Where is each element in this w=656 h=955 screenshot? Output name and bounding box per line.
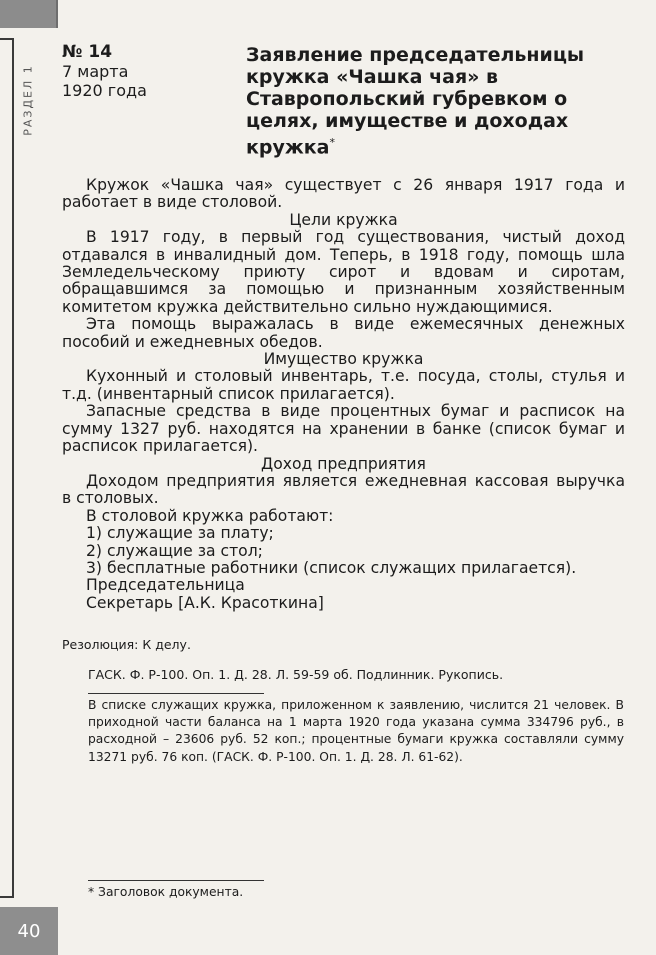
document-date-year: 1920 года	[62, 81, 147, 100]
body-paragraph: Эта помощь выражалась в виде ежемесячных денежных пособий и ежедневных обедов.	[62, 315, 625, 351]
body-paragraph: Кружок «Чашка чая» существует с 26 января 1917 года и работает в виде столовой.	[62, 176, 625, 212]
body-paragraph: В 1917 году, в первый год существования, чистый доход отдавался в инвалидный дом. Теперь, в 1918 году, помощь шла Земледельческому приюту сирот и вдовам и сиротам, обращавшимся за помощью и признанным хозяйственным комитетом кружка действительно сильно нуждающимися.	[62, 228, 625, 316]
body-paragraph: Кухонный и столовый инвентарь, т.е. посуда, столы, стулья и т.д. (инвентарный список прилагается).	[62, 367, 625, 403]
list-item: 2) служащие за стол;	[86, 541, 263, 560]
body-paragraph: Запасные средства в виде процентных бумаг и расписок на сумму 1327 руб. находятся на хранении в банке (список бумаг и расписок прилагается).	[62, 402, 625, 456]
footnote-divider	[88, 693, 264, 694]
signature-chair: Председательница	[86, 576, 245, 595]
resolution: Резолюция: К делу.	[62, 637, 191, 652]
body-paragraph: В столовой кружка работают:	[86, 506, 334, 525]
document-date-day: 7 марта	[62, 62, 129, 81]
section-heading-income: Доход предприятия	[261, 454, 426, 473]
list-item: 1) служащие за плату;	[86, 524, 274, 543]
signature-secretary: Секретарь [А.К. Красоткина]	[86, 593, 324, 612]
footnote-divider	[88, 880, 264, 881]
body-paragraph: Доходом предприятия является ежедневная кассовая выручка в столовых.	[62, 471, 625, 508]
archive-reference: ГАСК. Ф. Р-100. Оп. 1. Д. 28. Л. 59-59 об. Подлинник. Рукопись.	[88, 667, 504, 682]
footnote-title: * Заголовок документа.	[88, 885, 244, 899]
document-body	[62, 177, 625, 612]
list-item: 3) бесплатные работники (список служащих прилагается).	[86, 558, 577, 577]
document-number: № 14	[62, 42, 113, 62]
document-title-text: Заявление председательницы кружка «Чашка чая» в Ставропольский губревком о целях, имуществе и доходах кружка	[246, 44, 585, 159]
top-corner-tab	[0, 0, 58, 28]
footnote-staff: В списке служащих кружка, приложенном к заявлению, числится 21 человек. В приходной части баланса на 1 марта 1920 года указана сумма 334796 руб., в расходной – 23606 руб. 52 коп.; процентные бумаги кружка составляли сумму 13271 руб. 76 коп. (ГАСК. Ф. Р-100. Оп. 1. Д. 28. Л. 61-62).	[88, 698, 624, 764]
document-title	[246, 44, 636, 158]
section-heading-goals: Цели кружка	[289, 210, 398, 229]
document-meta	[62, 42, 212, 100]
page-number: 40	[0, 907, 58, 955]
side-frame	[0, 38, 14, 898]
title-footnote-marker: *	[329, 136, 336, 149]
section-heading-property: Имущество кружка	[263, 350, 424, 369]
section-label: РАЗДЕЛ 1	[21, 64, 35, 136]
